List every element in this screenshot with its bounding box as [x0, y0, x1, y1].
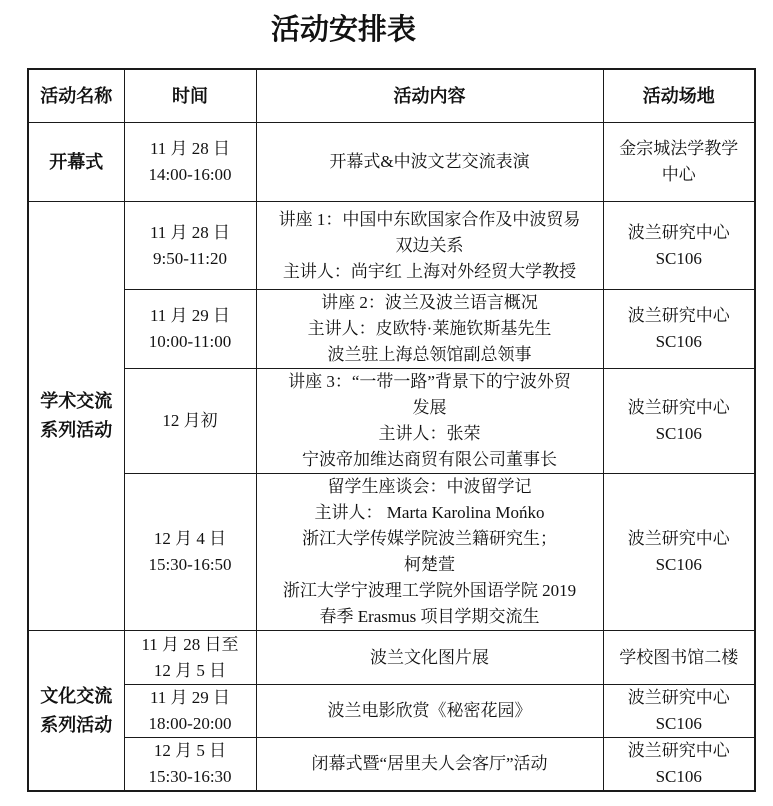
- time-line: 12 月初: [162, 411, 218, 430]
- table-row: [28, 369, 755, 474]
- venue-line: SC106: [655, 555, 702, 574]
- column-header-3: 活动场地: [603, 69, 755, 123]
- content-cell: [256, 202, 603, 290]
- time-line: 11 月 29 日: [149, 688, 231, 707]
- time-line: 12 月 4 日: [153, 529, 227, 548]
- time-cell: [124, 685, 256, 738]
- time-cell: [124, 369, 256, 474]
- content-line: 宁波帝加维达商贸有限公司董事长: [302, 450, 557, 469]
- content-line: 主讲人： Marta Karolina Mońko: [314, 503, 545, 522]
- time-line: 11 月 28 日至: [141, 634, 239, 654]
- section-name-line: 开幕式: [49, 151, 104, 172]
- venue-line: 波兰研究中心: [627, 306, 730, 325]
- content-line: 双边关系: [395, 235, 464, 255]
- section-name-line: 系列活动: [40, 420, 113, 440]
- time-cell: [124, 123, 256, 202]
- content-line: 波兰驻上海总领馆副总领事: [327, 345, 532, 364]
- content-cell: [256, 369, 603, 474]
- content-cell: [256, 738, 603, 792]
- venue-line: SC106: [655, 714, 702, 733]
- venue-cell: [603, 290, 755, 369]
- time-cell: [124, 631, 256, 685]
- time-cell: [124, 202, 256, 290]
- venue-line: 波兰研究中心: [627, 529, 730, 548]
- content-line: 波兰电影欣赏《秘密花园》: [327, 701, 532, 720]
- content-cell: [256, 123, 603, 202]
- section-name-line: 文化交流: [40, 685, 113, 706]
- venue-line: 波兰研究中心: [627, 741, 730, 760]
- content-line: 波兰文化图片展: [370, 647, 489, 667]
- venue-line: 金宗城法学教学: [619, 139, 739, 158]
- venue-cell: [603, 202, 755, 290]
- table-row: [28, 474, 755, 631]
- section-name-cell-2: [28, 631, 124, 792]
- schedule-table: [27, 68, 756, 792]
- venue-line: SC106: [655, 767, 702, 786]
- venue-cell: [603, 631, 755, 685]
- table-row: [28, 123, 755, 202]
- content-line: 留学生座谈会：中波留学记: [327, 477, 532, 496]
- column-header-0: 活动名称: [28, 69, 124, 123]
- time-cell: [124, 290, 256, 369]
- time-cell: [124, 474, 256, 631]
- section-name-line: 系列活动: [40, 714, 113, 735]
- content-line: 发展: [412, 398, 447, 417]
- content-line: 浙江大学宁波理工学院外国语学院 2019: [282, 581, 577, 600]
- content-line: 闭幕式暨“居里夫人会客厅”活动: [311, 754, 548, 773]
- table-row: [28, 290, 755, 369]
- header-row: [28, 69, 755, 123]
- time-line: 18:00-20:00: [148, 714, 232, 733]
- venue-line: 波兰研究中心: [627, 222, 730, 242]
- content-line: 开幕式&中波文艺交流表演: [329, 152, 530, 171]
- venue-line: SC106: [655, 424, 702, 443]
- venue-cell: [603, 738, 755, 792]
- column-header-1: 时间: [124, 69, 256, 123]
- time-line: 12 月 5 日: [153, 741, 227, 760]
- content-line: 讲座 3：“一带一路”背景下的宁波外贸: [288, 372, 571, 391]
- table-row: [28, 685, 755, 738]
- content-cell: [256, 474, 603, 631]
- content-line: 春季 Erasmus 项目学期交流生: [319, 607, 540, 626]
- time-line: 12 月 5 日: [153, 660, 227, 680]
- content-cell: [256, 631, 603, 685]
- content-line: 主讲人：皮欧特·莱施钦斯基先生: [307, 319, 552, 338]
- content-cell: [256, 290, 603, 369]
- page-title: 活动安排表: [270, 14, 416, 46]
- time-line: 11 月 28 日: [149, 139, 231, 158]
- venue-line: SC106: [655, 332, 702, 351]
- column-header-2: 活动内容: [256, 69, 603, 123]
- time-line: 15:30-16:30: [148, 767, 232, 786]
- time-cell: [124, 738, 256, 792]
- time-line: 9:50-11:20: [153, 248, 227, 268]
- table-row: [28, 631, 755, 685]
- venue-line: 波兰研究中心: [627, 398, 730, 417]
- section-name-cell-1: [28, 202, 124, 631]
- time-line: 14:00-16:00: [148, 165, 232, 184]
- content-cell: [256, 685, 603, 738]
- content-line: 讲座 1：中国中东欧国家合作及中波贸易: [278, 209, 581, 229]
- venue-cell: [603, 474, 755, 631]
- time-line: 11 月 28 日: [149, 222, 231, 242]
- time-line: 10:00-11:00: [148, 332, 232, 351]
- time-line: 11 月 29 日: [149, 306, 231, 325]
- content-line: 主讲人：张荣: [378, 424, 481, 443]
- content-line: 浙江大学传媒学院波兰籍研究生；: [302, 529, 557, 548]
- time-line: 15:30-16:50: [148, 555, 232, 574]
- venue-cell: [603, 123, 755, 202]
- venue-cell: [603, 369, 755, 474]
- table-row: [28, 202, 755, 290]
- venue-line: 学校图书馆二楼: [619, 647, 739, 667]
- table-row: [28, 738, 755, 792]
- venue-line: SC106: [655, 248, 702, 268]
- content-line: 柯楚萱: [404, 555, 455, 574]
- venue-line: 中心: [661, 165, 696, 184]
- section-name-cell-0: [28, 123, 124, 202]
- venue-cell: [603, 685, 755, 738]
- venue-line: 波兰研究中心: [627, 688, 730, 707]
- content-line: 主讲人：尚宇红 上海对外经贸大学教授: [282, 261, 577, 281]
- section-name-line: 学术交流: [40, 391, 113, 411]
- content-line: 讲座 2：波兰及波兰语言概况: [321, 293, 538, 312]
